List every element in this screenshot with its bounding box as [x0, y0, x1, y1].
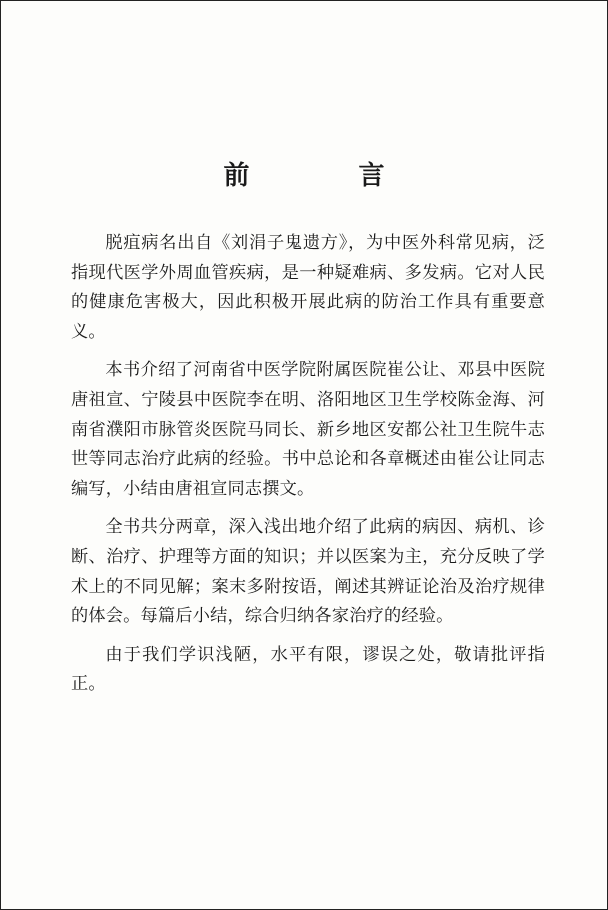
paragraph: 全书共分两章，深入浅出地介绍了此病的病因、病机、诊断、治疗、护理等方面的知识；并以医案为主，充分反映了学术上的不同见解；案末多附按语，阐述其辨证论治及治疗规律的体会。每篇后小结，综合归纳各家治疗的经验。 — [71, 517, 545, 627]
paragraph: 由于我们学识浅陋，水平有限，谬误之处，敬请批评指正。 — [71, 644, 545, 695]
paragraph: 本书介绍了河南省中医学院附属医院崔公让、邓县中医院唐祖宣、宁陵县中医院李在明、洛阳地区卫生学校陈金海、河南省濮阳市脉管炎医院马同长、新乡地区安都公社卫生院牛志世等同志治疗此病的经验。书中总论和各章概述由崔公让同志编写，小结由唐祖宣同志撰文。 — [71, 360, 545, 499]
preface-body — [71, 229, 545, 709]
page-title: 前 言 — [223, 161, 435, 191]
paragraph: 脱疽病名出自《刘涓子鬼遗方》，为中医外科常见病，泛指现代医学外周血管疾病，是一种疑难病、多发病。它对人民的健康危害极大，因此积极开展此病的防治工作具有重要意义。 — [71, 233, 545, 342]
